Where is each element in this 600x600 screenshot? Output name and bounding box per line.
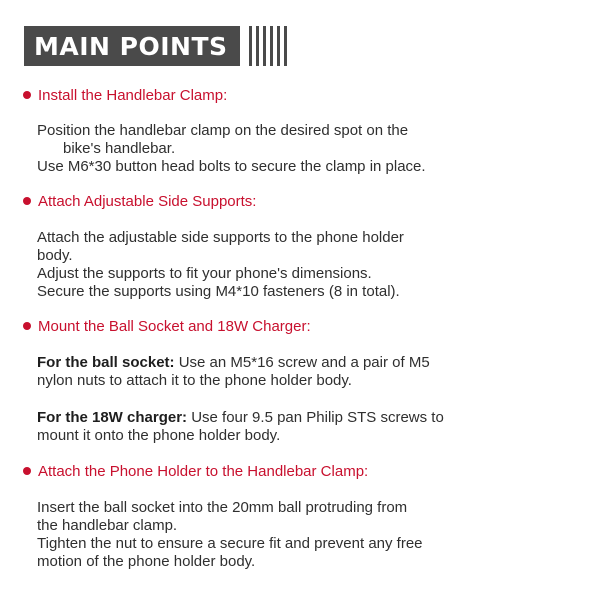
item-label: For the ball socket: (37, 354, 175, 371)
section-heading-install-clamp (23, 85, 227, 105)
body-line: Adjust the supports to fit your phone's dimensions. (37, 265, 372, 282)
body-line: Tighten the nut to ensure a secure fit and prevent any free (37, 535, 423, 552)
section-body-ball-socket (37, 354, 487, 390)
stripe (256, 26, 259, 66)
section-heading-text: Mount the Ball Socket and 18W Charger: (38, 317, 311, 335)
section-heading-attach-holder (23, 461, 368, 481)
body-line: Secure the supports using M4*10 fasteners (8 in total). (37, 283, 400, 300)
body-line: bike's handlebar. (63, 140, 176, 157)
body-line (37, 354, 487, 372)
section-body-install-clamp (37, 122, 487, 176)
body-line (37, 409, 487, 427)
page-header (24, 26, 287, 66)
stripe (249, 26, 252, 66)
stripe (263, 26, 266, 66)
section-heading-text: Attach Adjustable Side Supports: (38, 192, 257, 210)
body-line: Attach the adjustable side supports to the phone holder (37, 229, 404, 246)
bullet-icon (23, 91, 31, 99)
page-title: MAIN POINTS (24, 26, 240, 66)
body-line: motion of the phone holder body. (37, 553, 256, 570)
section-body-charger (37, 409, 487, 445)
body-line: the handlebar clamp. (37, 517, 178, 534)
stripe (270, 26, 273, 66)
section-heading-text: Install the Handlebar Clamp: (38, 86, 228, 104)
section-heading-ball-socket-charger (23, 316, 311, 336)
stripes-decoration (249, 26, 287, 66)
section-body-side-supports (37, 229, 487, 301)
stripe (277, 26, 280, 66)
item-label: For the 18W charger: (37, 409, 188, 426)
item-text: Use an M5*16 screw and a pair of M5 (174, 354, 430, 371)
bullet-icon (23, 322, 31, 330)
body-line: mount it onto the phone holder body. (37, 427, 281, 444)
section-heading-side-supports (23, 191, 256, 211)
body-line: body. (37, 247, 73, 264)
body-line: nylon nuts to attach it to the phone holder body. (37, 372, 352, 389)
body-line: Use M6*30 button head bolts to secure the clamp in place. (37, 158, 426, 175)
bullet-icon (23, 197, 31, 205)
bullet-icon (23, 467, 31, 475)
item-text: Use four 9.5 pan Philip STS screws to (187, 409, 444, 426)
stripe (284, 26, 287, 66)
body-line: Insert the ball socket into the 20mm ball protruding from (37, 499, 408, 516)
section-body-attach-holder (37, 499, 487, 571)
section-heading-text: Attach the Phone Holder to the Handlebar Clamp: (38, 462, 369, 480)
body-line: Position the handlebar clamp on the desired spot on the (37, 122, 409, 139)
